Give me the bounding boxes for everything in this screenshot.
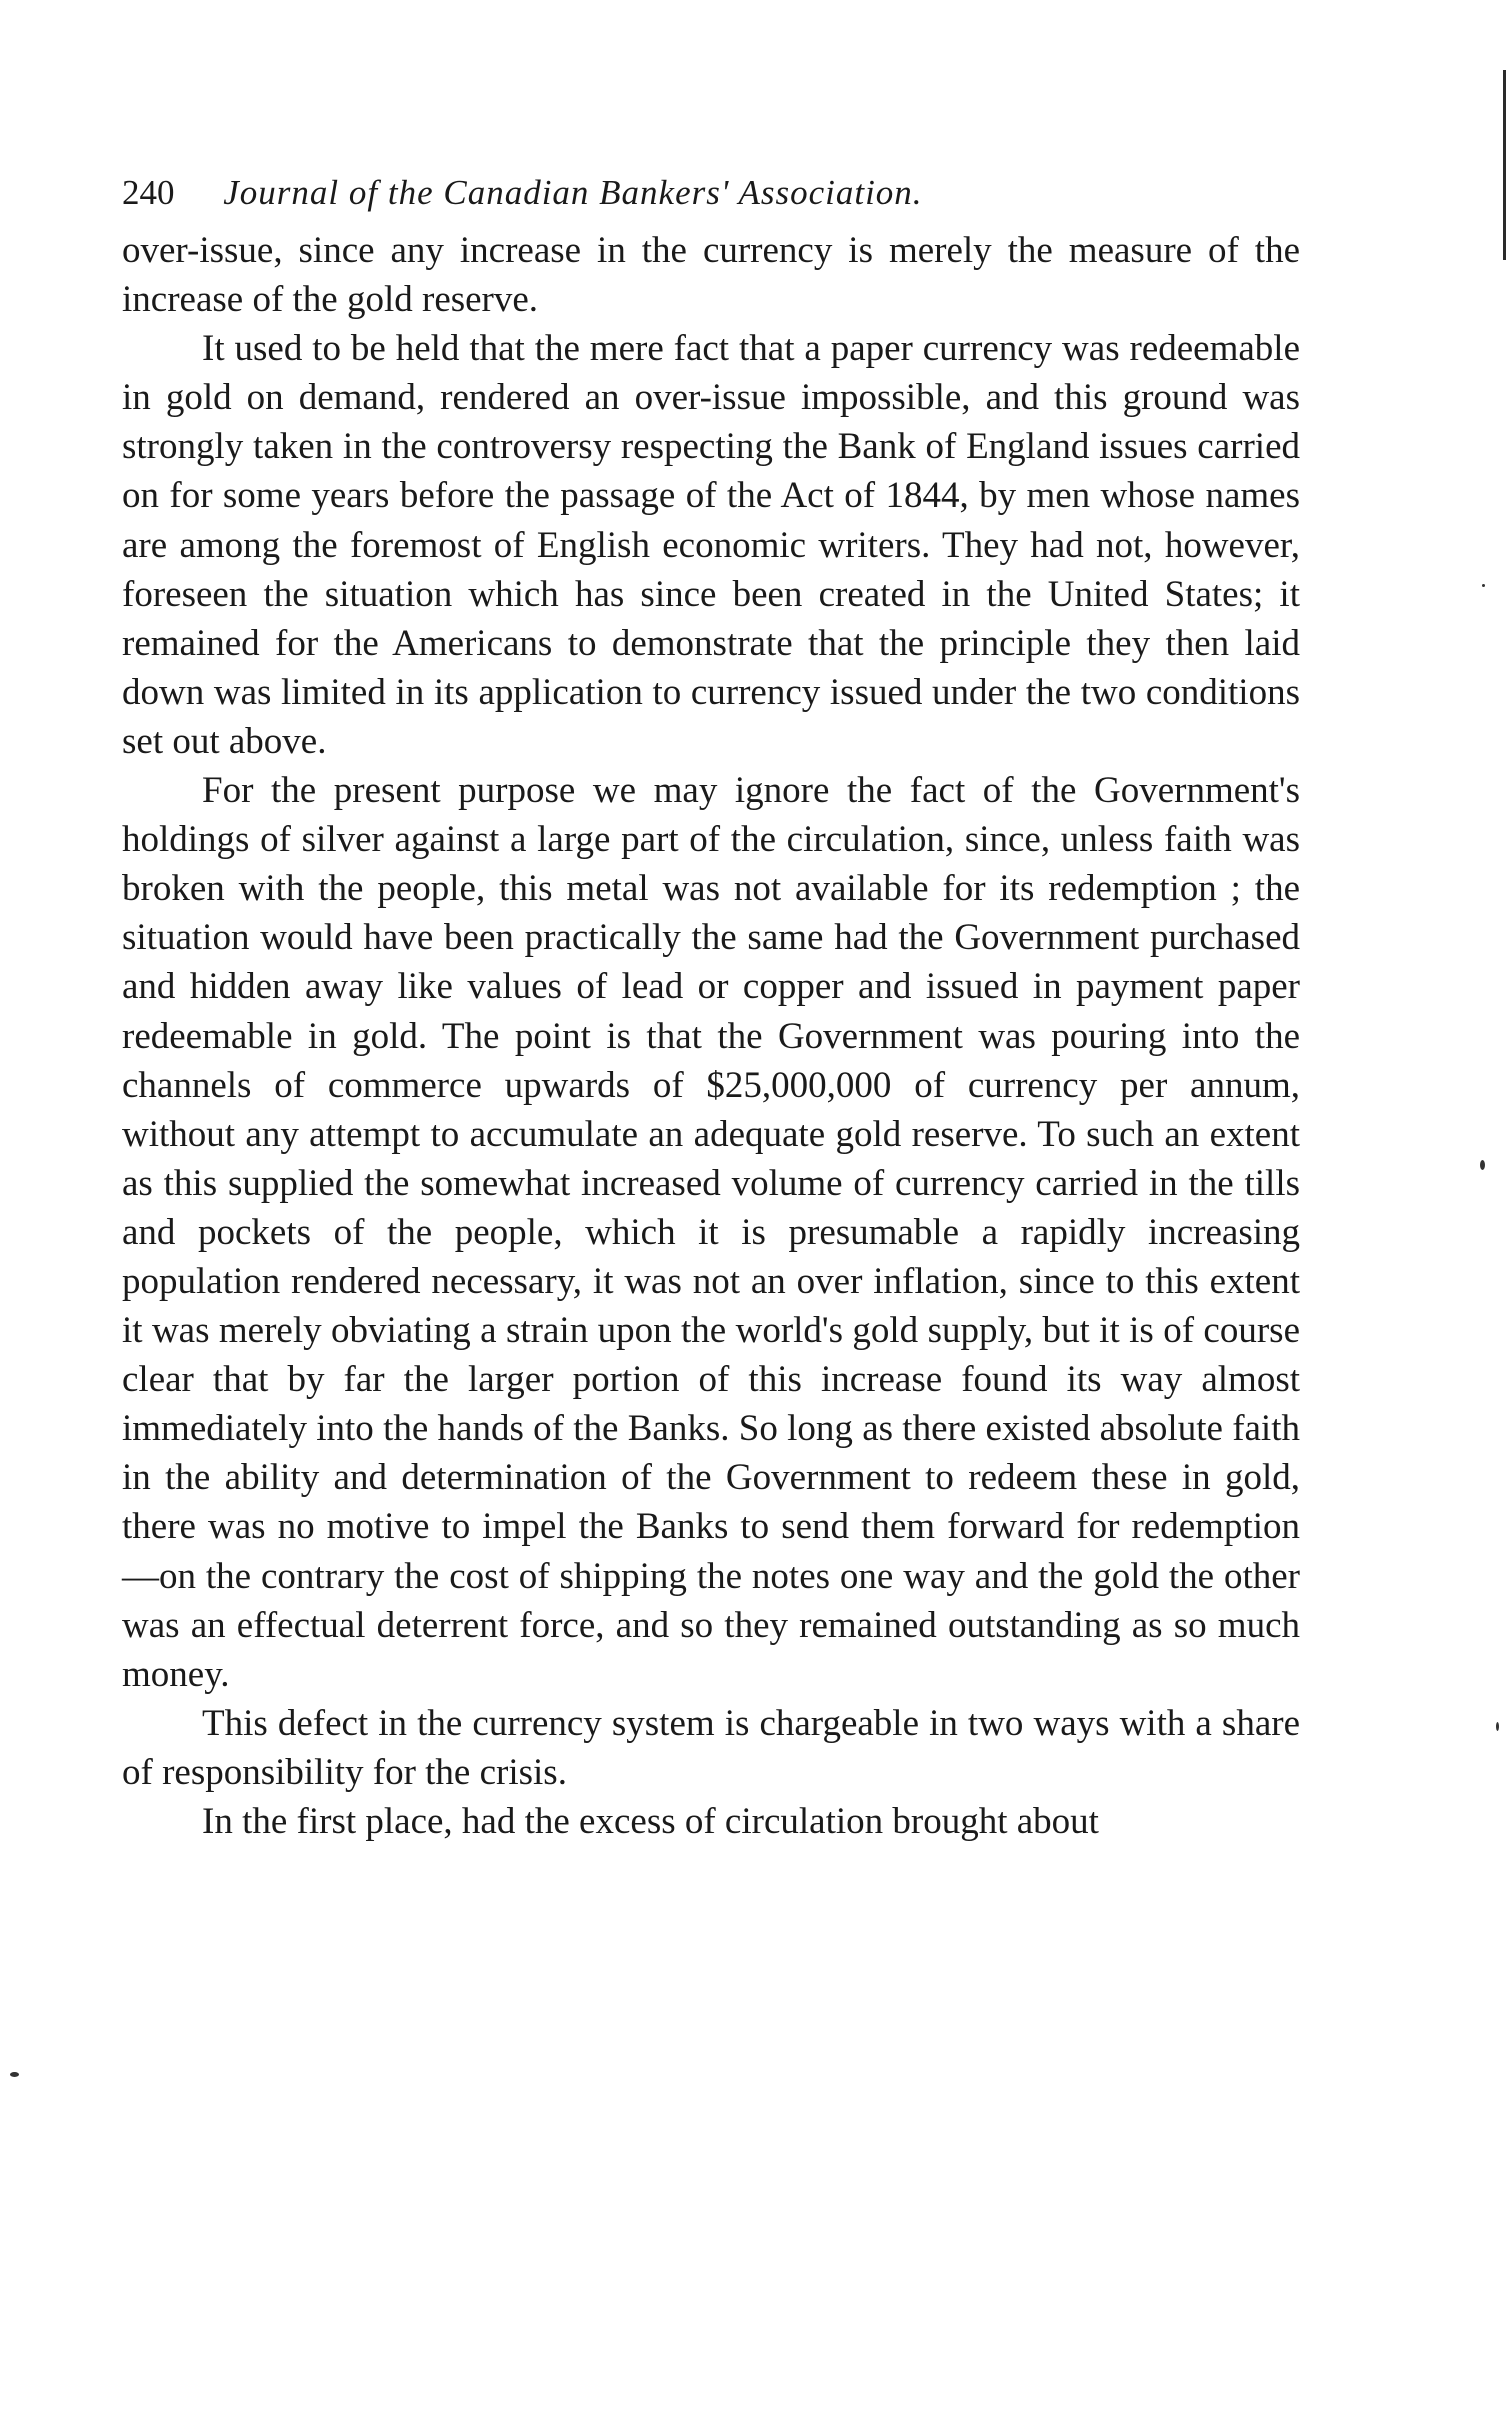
paragraph: In the first place, had the excess of circulation brought about — [202, 1801, 1099, 1842]
paragraph: This defect in the currency system is chargeable in two ways with a share of responsibility for the crisis. — [122, 1702, 1300, 1793]
article-body — [122, 226, 1300, 1846]
scan-speck — [1480, 1160, 1485, 1170]
scan-edge-line — [1503, 70, 1506, 260]
paragraph: For the present purpose we may ignore the fact of the Government's holdings of silver against a large part of the circulation, since, unless faith was broken with the people, this metal was not available for its redemption ; the situation would have been practically the same had the Government purchased and hidden away like values of lead or copper and issued in payment paper redeemable in gold. The point is that the Government was pouring into the channels of commerce upwards of $25,000,000 of currency per annum, without any attempt to accumulate an adequate gold reserve. To such an extent as this supplied the somewhat increased volume of currency carried in the tills and pockets of the people, which it is presumable a rapidly increasing population rendered necessary, it was not an over inflation, since to this extent it was merely obviating a strain upon the world's gold supply, but it is of course clear that by far the larger portion of this increase found its way almost immediately into the hands of the Banks. So long as there existed absolute faith in the ability and determination of the Government to redeem these in gold, there was no motive to impel the Banks to send them forward for redemption—on the contrary the cost of shipping the notes one way and the gold the other was an effectual deterrent force, and so they remained outstanding as so much money. — [122, 770, 1300, 1695]
running-header — [122, 160, 1300, 226]
running-title: Journal of the Canadian Bankers' Association. — [223, 173, 923, 212]
page-number: 240 — [122, 173, 175, 212]
scan-speck — [1496, 1722, 1499, 1731]
paragraph: It used to be held that the mere fact that a paper currency was redeemable in gold on demand, rendered an over-issue impossible, and this ground was strongly taken in the controversy respecting the Bank of England issues carried on for some years before the passage of the Act of 1844, by men whose names are among the foremost of English economic writers. They had not, however, foreseen the situation which has since been created in the United States; it remained for the Americans to demonstrate that the principle they then laid down was limited in its application to currency issued under the two conditions set out above. — [122, 328, 1300, 762]
scan-speck — [1482, 584, 1485, 587]
page-content — [122, 160, 1300, 1846]
scan-speck — [10, 2072, 19, 2077]
paragraph-continuation: over-issue, since any increase in the currency is merely the measure of the increase of the gold reserve. — [122, 230, 1300, 321]
